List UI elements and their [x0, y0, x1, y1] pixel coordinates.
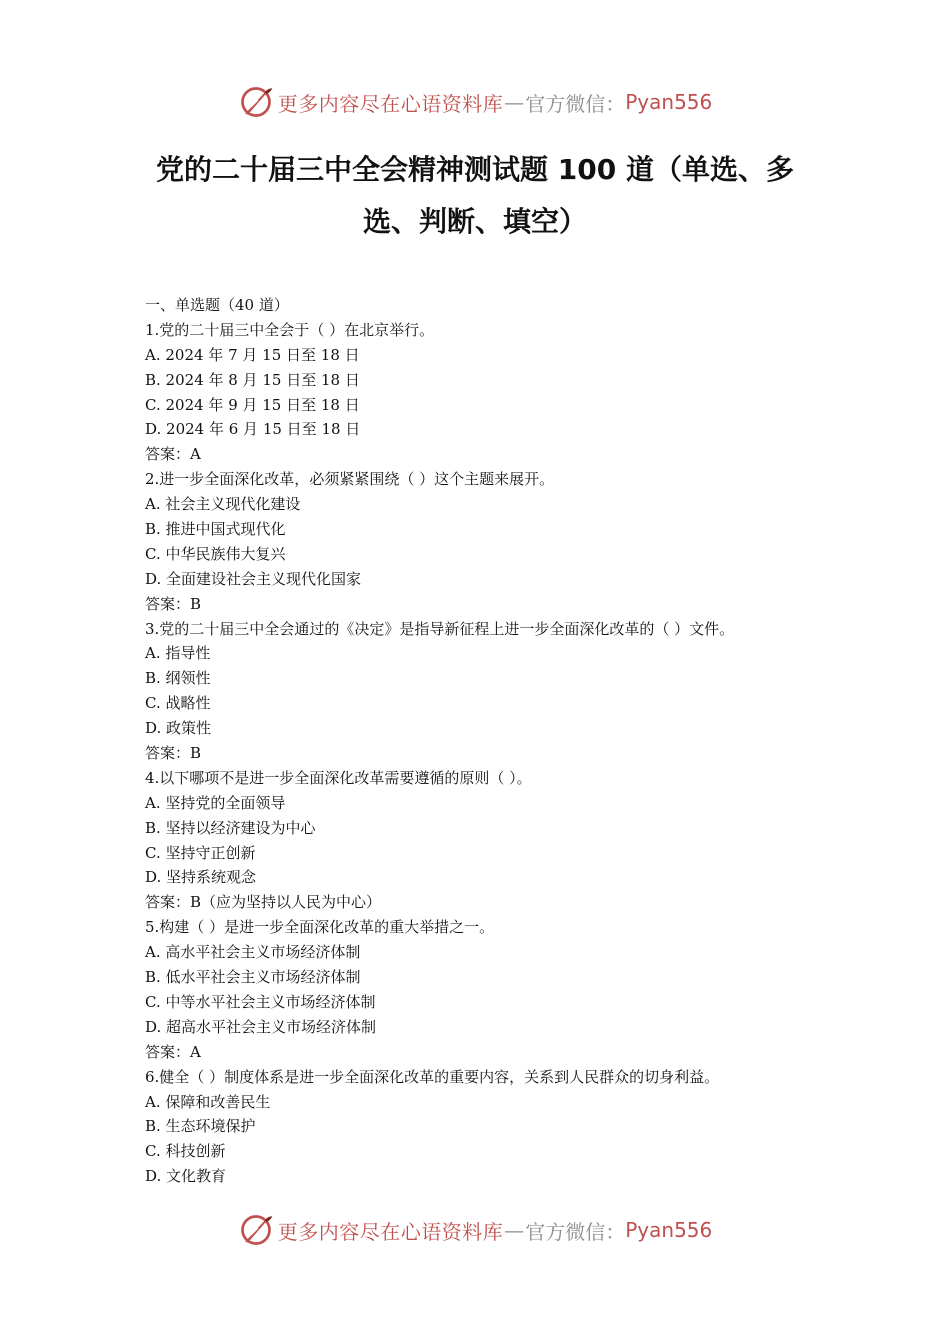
option-line: D. 坚持系统观念	[145, 868, 257, 887]
quill-pen-logo-icon	[238, 84, 274, 120]
option-line: A. 坚持党的全面领导	[145, 793, 286, 812]
footer-banner	[0, 1210, 950, 1250]
answer-line: 答案：B（应为坚持以人民为中心）	[145, 893, 382, 912]
banner-official-label: 官方微信：	[525, 1219, 626, 1244]
question-stem: 5.构建（ ）是进一步全面深化改革的重大举措之一。	[145, 918, 495, 937]
banner-wechat-id: Pyan556	[625, 1218, 713, 1242]
option-line: B. 2024 年 8 月 15 日至 18 日	[145, 370, 360, 389]
option-line: B. 推进中国式现代化	[145, 520, 286, 539]
header-banner	[0, 82, 950, 122]
answer-line: 答案：A	[145, 445, 201, 464]
banner-wechat-id: Pyan556	[625, 90, 713, 114]
banner-promo-text: 更多内容尽在心语资料库	[277, 91, 504, 116]
option-line: B. 生态环境保护	[145, 1117, 256, 1136]
option-line: D. 政策性	[145, 719, 212, 738]
question-stem: 4.以下哪项不是进一步全面深化改革需要遵循的原则（ ）。	[145, 768, 532, 787]
option-line: A. 指导性	[145, 644, 211, 663]
document-title: 党的二十届三中全会精神测试题 100 道（单选、多选、判断、填空）	[156, 153, 794, 238]
option-line: C. 坚持守正创新	[145, 843, 256, 862]
option-line: B. 纲领性	[145, 669, 211, 688]
option-line: C. 中华民族伟大复兴	[145, 544, 286, 563]
question-stem: 1.党的二十届三中全会于（ ）在北京举行。	[145, 320, 435, 339]
option-line: D. 超高水平社会主义市场经济体制	[145, 1017, 377, 1036]
option-line: C. 中等水平社会主义市场经济体制	[145, 992, 376, 1011]
option-line: C. 科技创新	[145, 1142, 226, 1161]
option-line: C. 2024 年 9 月 15 日至 18 日	[145, 395, 360, 414]
option-line: A. 高水平社会主义市场经济体制	[145, 943, 361, 962]
option-line: D. 2024 年 6 月 15 日至 18 日	[145, 420, 361, 439]
section-heading: 一、单选题（40 道）	[145, 296, 289, 314]
option-line: D. 文化教育	[145, 1167, 227, 1186]
banner-official-label: 官方微信：	[525, 91, 626, 116]
option-line: A. 社会主义现代化建设	[145, 495, 301, 514]
option-line: C. 战略性	[145, 694, 211, 713]
banner-promo-text: 更多内容尽在心语资料库	[277, 1219, 504, 1244]
option-line: A. 保障和改善民生	[145, 1092, 271, 1111]
answer-line: 答案：B	[145, 744, 202, 763]
banner-dash: —	[504, 1218, 525, 1242]
quill-pen-logo-icon	[238, 1212, 274, 1248]
question-stem: 2.进一步全面深化改革，必须紧紧围绕（ ）这个主题来展开。	[145, 470, 555, 489]
question-list	[145, 293, 825, 1189]
option-line: B. 低水平社会主义市场经济体制	[145, 968, 361, 987]
answer-line: 答案：A	[145, 1042, 201, 1061]
option-line: B. 坚持以经济建设为中心	[145, 818, 316, 837]
option-line: D. 全面建设社会主义现代化国家	[145, 569, 362, 588]
question-stem: 6.健全（ ）制度体系是进一步全面深化改革的重要内容，关系到人民群众的切身利益。	[145, 1067, 720, 1086]
banner-dash: —	[504, 90, 525, 114]
question-stem: 3.党的二十届三中全会通过的《决定》是指导新征程上进一步全面深化改革的（ ）文件。	[145, 619, 735, 638]
answer-line: 答案：B	[145, 594, 202, 613]
option-line: A. 2024 年 7 月 15 日至 18 日	[145, 345, 360, 364]
